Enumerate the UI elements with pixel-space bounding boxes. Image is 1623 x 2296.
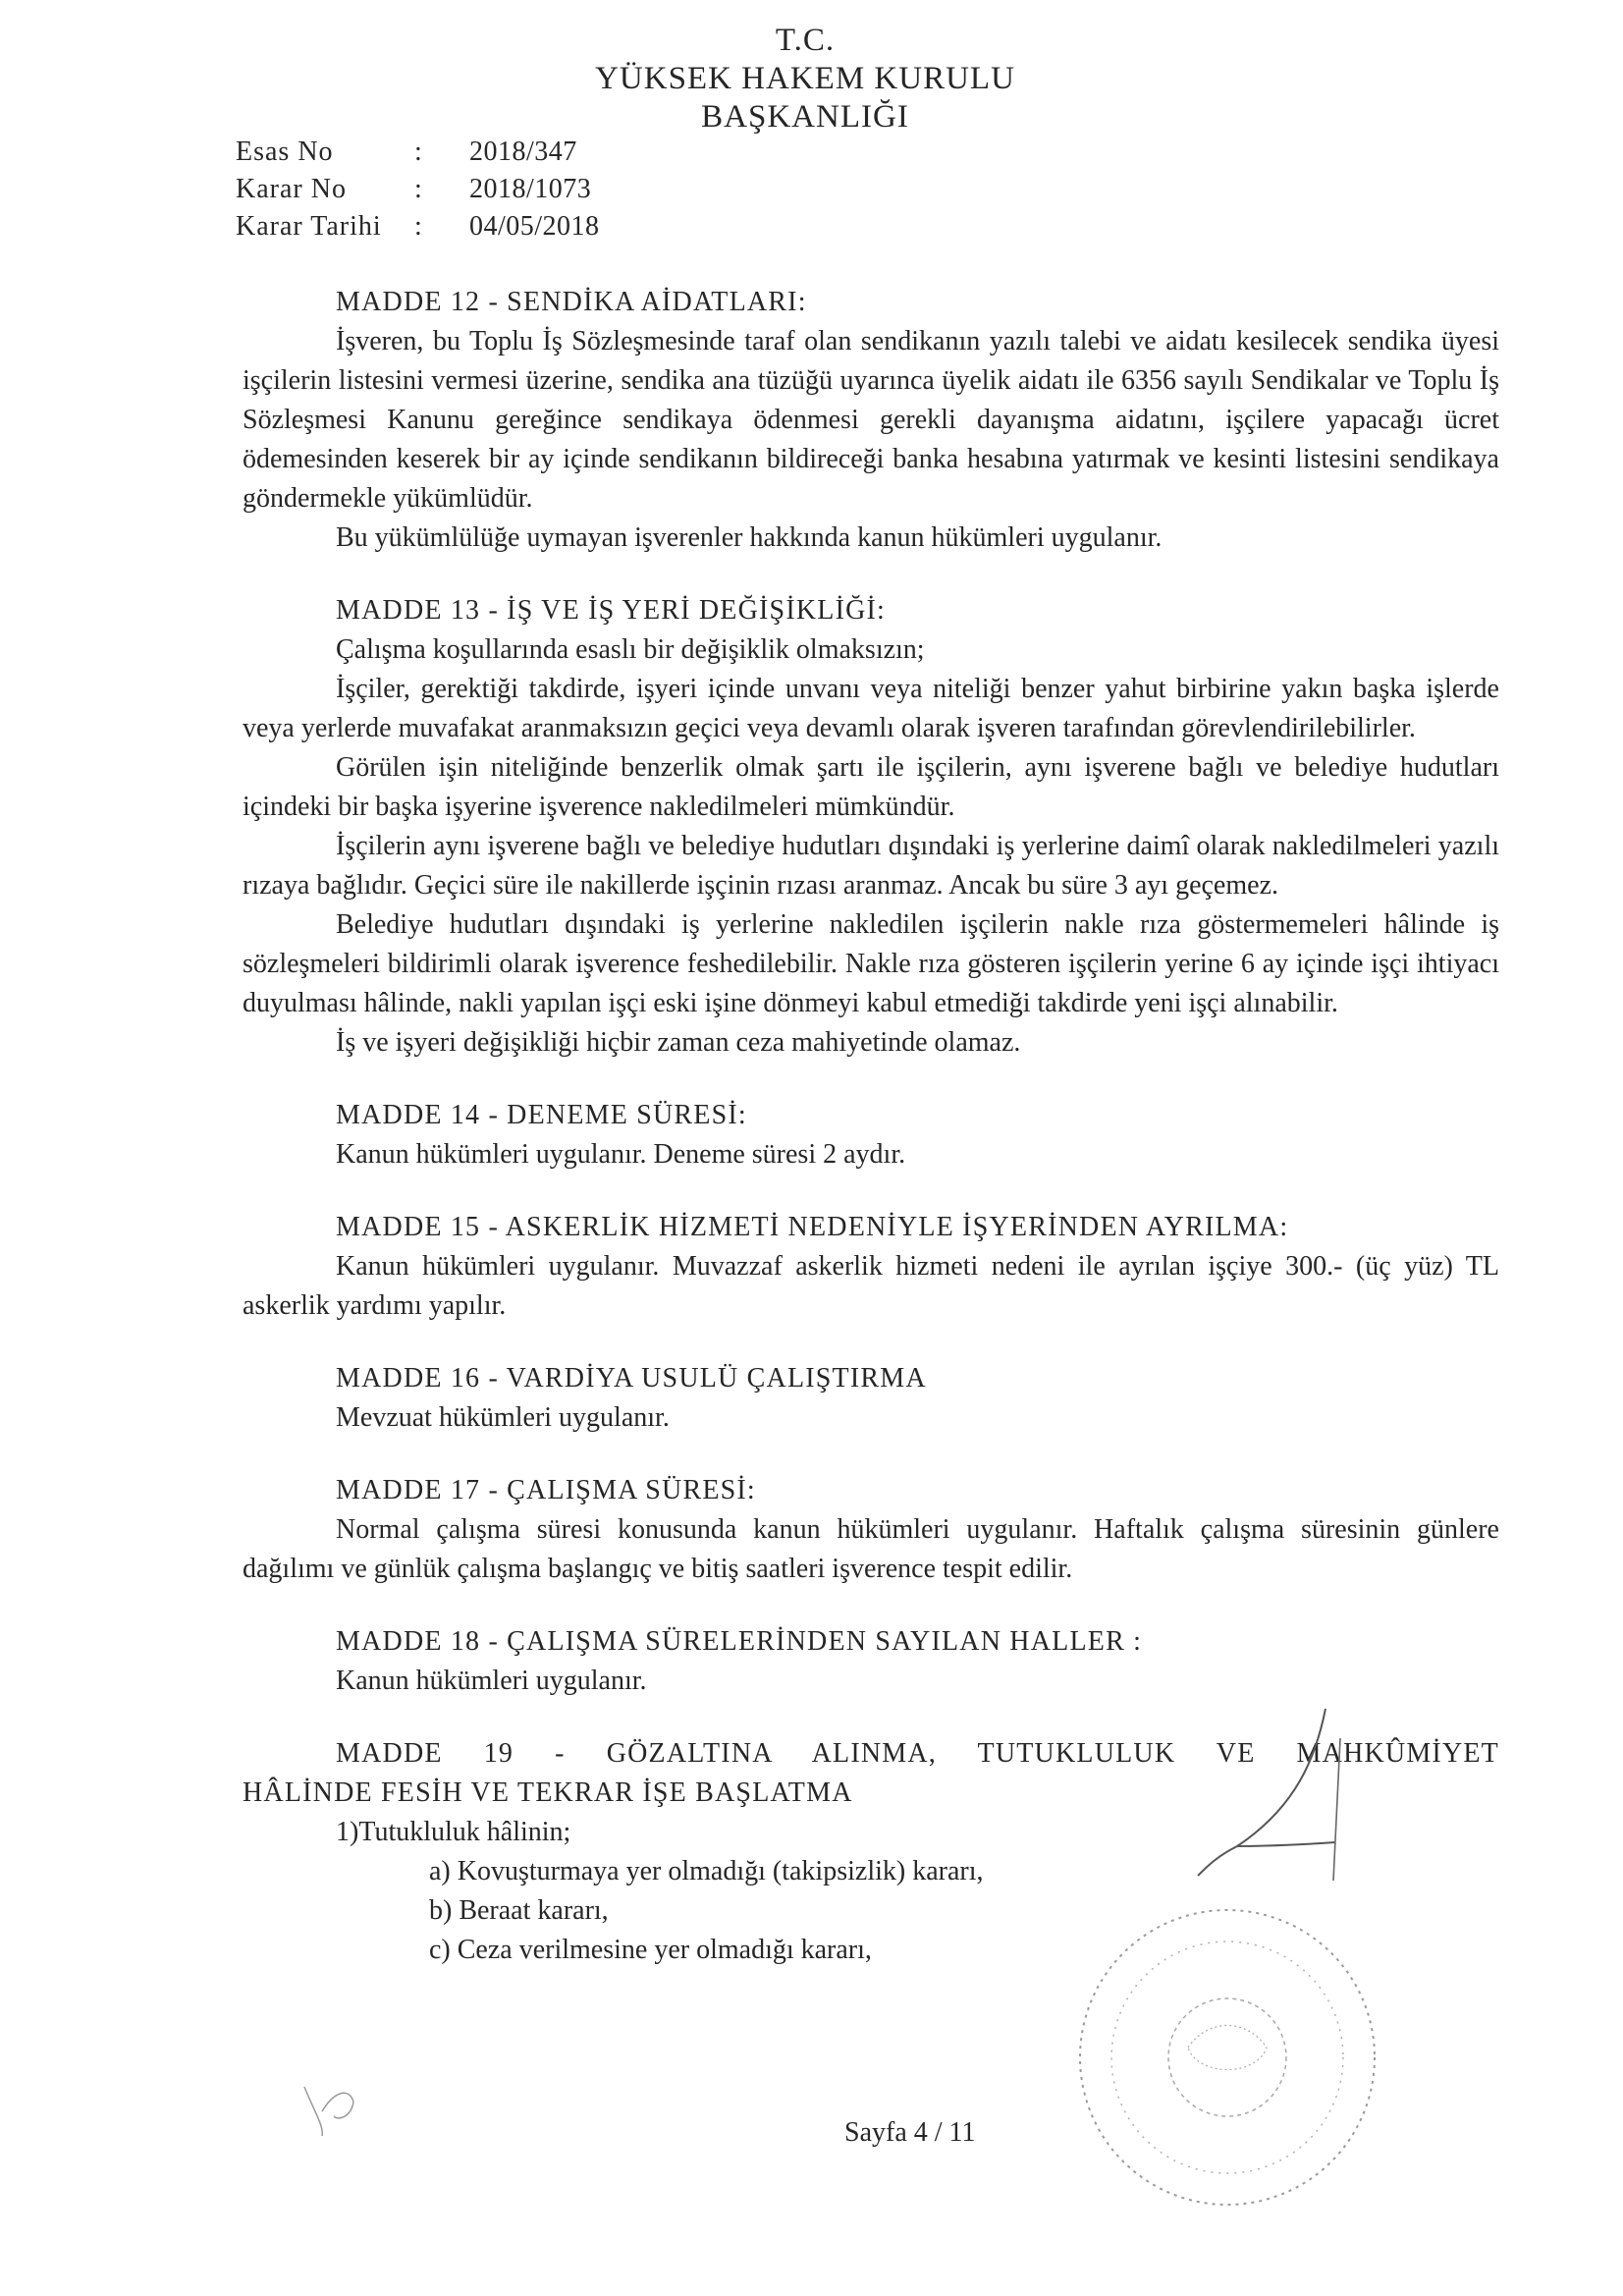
article-16-heading: MADDE 16 - VARDİYA USULÜ ÇALIŞTIRMA [336,1363,927,1394]
header-institution: YÜKSEK HAKEM KURULU [595,61,1015,96]
case-info-label: Esas No [236,137,334,167]
article-12-heading: MADDE 12 - SENDİKA AİDATLARI: [336,287,807,317]
list-item: c) Ceza verilmesine yer olmadığı kararı, [429,1935,872,1965]
case-info [236,134,600,246]
article-13-paragraph: Belediye hudutları dışındaki iş yerlerine nakledilen işçilerin nakle rıza göstermemeleri hâlinde iş sözleşmeleri bildirimli olarak işverence feshedilebilir. Nakle rıza gösteren işçilerin yerine 6 ay içinde işçi ihtiyacı duyulması hâlinde, nakli yapılan işçi eski işine dönmeyi kabul etmediği takdirde yeni işçi alınabilir. [243,909,1499,1018]
handwritten-signature [1178,1699,1355,1886]
paraph-mark [295,2072,363,2141]
header-country: T.C. [775,23,836,58]
case-info-colon: : [414,137,422,167]
case-info-colon: : [414,174,422,204]
article-13-paragraph: İş ve işyeri değişikliği hiçbir zaman ceza mahiyetinde olamaz. [336,1027,1021,1058]
article-13-heading: MADDE 13 - İŞ VE İŞ YERİ DEĞİŞİKLİĞİ: [336,595,887,626]
article-16-paragraph: Mevzuat hükümleri uygulanır. [336,1402,670,1433]
article-15-paragraph: Kanun hükümleri uygulanır. Muvazzaf askerlik hizmeti nedeni ile ayrılan işçiye 300.- (üç yüz) TL askerlik yardımı yapılır. [243,1251,1499,1321]
list-item: a) Kovuşturmaya yer olmadığı (takipsizlik) kararı, [429,1856,984,1886]
official-stamp [1070,1900,1384,2214]
article-17-heading: MADDE 17 - ÇALIŞMA SÜRESİ: [336,1475,756,1505]
article-19-intro: 1)Tutukluluk hâlinin; [336,1817,571,1847]
article-12-paragraph: İşveren, bu Toplu İş Sözleşmesinde taraf olan sendikanın yazılı talebi ve aidatı kesilecek sendika üyesi işçilerin listesini vermesi üzerine, sendika ana tüzüğü uyarınca üyelik aidatı ile 6356 sayılı Sendikalar ve Toplu İş Sözleşmesi Kanunu gereğince sendikaya ödenmesi gerekli dayanışma aidatını, işçilere yapacağı ücret ödemesinden keserek bir ay içinde sendikanın bildireceği banka hesabına yatırmak ve kesinti listesini sendikaya göndermekle yükümlüdür. [243,326,1499,514]
article-13-paragraph: Çalışma koşullarında esaslı bir değişiklik olmaksızın; [336,634,925,665]
case-info-label: Karar Tarihi [236,211,382,242]
article-14-paragraph: Kanun hükümleri uygulanır. Deneme süresi 2 aydır. [336,1139,906,1170]
article-13-paragraph: Görülen işin niteliğinde benzerlik olmak şartı ile işçilerin, aynı işverene bağlı ve belediye hudutları içindeki bir başka işyerine işverence nakledilmeleri mümkündür. [243,752,1499,822]
case-info-row [236,171,600,208]
article-19-heading-line: HÂLİNDE FESİH VE TEKRAR İŞE BAŞLATMA [243,1777,853,1808]
case-info-colon: : [414,211,422,242]
article-15-heading: MADDE 15 - ASKERLİK HİZMETİ NEDENİYLE İŞYERİNDEN AYRILMA: [336,1212,1289,1242]
case-info-row [236,134,600,171]
article-14-heading: MADDE 14 - DENEME SÜRESİ: [336,1100,747,1130]
case-info-value: 04/05/2018 [469,211,600,242]
article-18-heading: MADDE 18 - ÇALIŞMA SÜRELERİNDEN SAYILAN HALLER : [336,1626,1143,1657]
page-number: Sayfa 4 / 11 [844,2117,976,2148]
article-19-heading-line: MADDE 19 - GÖZALTINA ALINMA, TUTUKLULUK VE MAHKÛMİYET [336,1738,1499,1769]
case-info-row [236,208,600,246]
document-header [550,22,1060,137]
header-office: BAŞKANLIĞI [701,99,909,135]
article-13-paragraph: İşçiler, gerektiği takdirde, işyeri içinde unvanı veya niteliği benzer yahut birbirine yakın başka işlerde veya yerlerde muvafakat aranmaksızın geçici veya devamlı olarak işveren tarafından görevlendirilebilirler. [243,674,1499,743]
article-18-paragraph: Kanun hükümleri uygulanır. [336,1666,647,1696]
article-12-paragraph: Bu yükümlülüğe uymayan işverenler hakkında kanun hükümleri uygulanır. [336,522,1163,553]
case-info-label: Karar No [236,174,347,204]
case-info-value: 2018/347 [469,137,577,167]
list-item: b) Beraat kararı, [429,1895,609,1926]
article-13-paragraph: İşçilerin aynı işverene bağlı ve belediye hudutları dışındaki iş yerlerine daimî olarak nakledilmeleri yazılı rızaya bağlıdır. Geçici süre ile nakillerde işçinin rızası aranmaz. Ancak bu süre 3 ayı geçemez. [243,831,1499,901]
article-17-paragraph: Normal çalışma süresi konusunda kanun hükümleri uygulanır. Haftalık çalışma süresinin günlere dağılımı ve günlük çalışma başlangıç ve bitiş saatleri işverence tespit edilir. [243,1514,1499,1584]
case-info-value: 2018/1073 [469,174,592,204]
